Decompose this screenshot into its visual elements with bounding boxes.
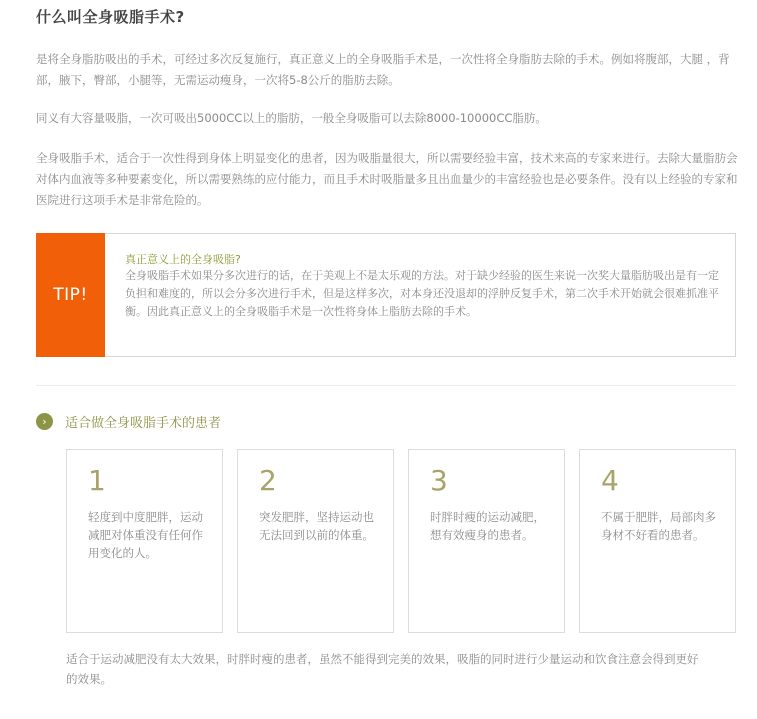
patient-card-2	[237, 449, 394, 633]
card-text: 时胖时瘦的运动减肥，想有效瘦身的患者。	[430, 510, 545, 542]
page-title: 什么叫全身吸脂手术?	[36, 8, 185, 26]
card-number: 4	[601, 464, 619, 497]
tip-badge: TIP!	[36, 233, 105, 357]
capacity-paragraph: 同义有大容量吸脂，一次可吸出5000CC以上的脂肪，一般全身吸脂可以去除8000-10000CC脂肪。	[36, 111, 547, 125]
card-text: 不属于肥胖，局部肉多身材不好看的患者。	[601, 510, 716, 542]
patient-card-3	[408, 449, 565, 633]
intro-paragraph: 是将全身脂肪吸出的手术，可经过多次反复施行，真正意义上的全身吸脂手术是，一次性将全身脂肪去除的手术。例如将腹部，大腿 ，背部，腋下，臀部，小腿等，无需运动瘦身，一次将5-8公斤的脂肪去除。	[36, 52, 730, 87]
suitability-paragraph: 全身吸脂手术，适合于一次性得到身体上明显变化的患者，因为吸脂量很大，所以需要经验丰富，技术来高的专家来进行。去除大量脂肪会对体内血液等多种要素变化，所以需要熟练的应付能力，而且手术时吸脂量多且出血量少的丰富经验也是必要条件。没有以上经验的专家和医院进行这项手术是非常危险的。	[36, 151, 738, 207]
section-title: 适合做全身吸脂手术的患者	[65, 416, 222, 431]
footer-note: 适合于运动减肥没有太大效果，时胖时瘦的患者，虽然不能得到完美的效果，吸脂的同时进行少量运动和饮食注意会得到更好的效果。	[66, 652, 699, 686]
card-number: 3	[430, 464, 448, 497]
divider	[36, 385, 736, 386]
card-number: 2	[259, 464, 277, 497]
tip-box	[36, 233, 736, 357]
patient-card-1	[66, 449, 223, 633]
patient-card-4	[579, 449, 736, 633]
card-text: 轻度到中度肥胖，运动减肥对体重没有任何作用变化的人。	[88, 510, 203, 560]
tip-body: 全身吸脂手术如果分多次进行的话，在于美观上不是太乐观的方法。对于缺少经验的医生来说一次奖大量脂肪吸出是有一定负担和难度的，所以会分多次进行手术，但是这样多次，对本身还没退却的浮肿反复手术，第二次手术开始就会很难抓准平衡。因此真正意义上的全身吸脂手术是一次性将身体上脂肪去除的手术。	[125, 269, 719, 318]
card-text: 突发肥胖，坚持运动也无法回到以前的体重。	[259, 510, 374, 542]
card-number: 1	[88, 464, 106, 497]
tip-heading: 真正意义上的全身吸脂?	[125, 253, 241, 266]
patient-cards	[66, 449, 736, 633]
section-header	[36, 412, 221, 431]
chevron-right-icon: ›	[36, 413, 53, 430]
